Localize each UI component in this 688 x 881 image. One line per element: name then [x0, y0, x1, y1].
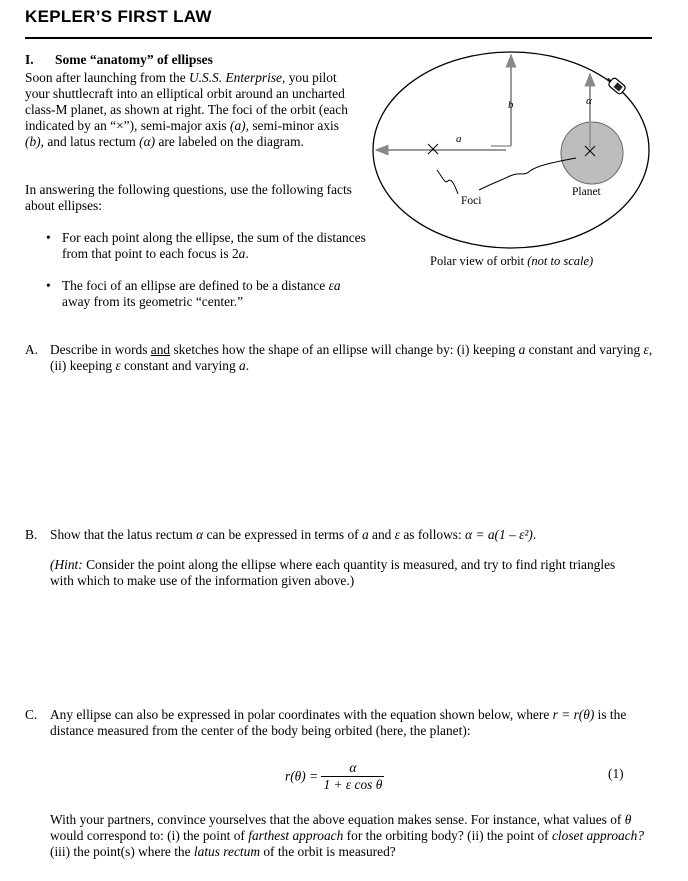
fact-1-end: . — [245, 246, 249, 261]
hint-label: (Hint: — [50, 557, 83, 572]
closing-text-1: With your partners, convince yourselves that the above equation makes sense. For instance, what values of — [50, 812, 625, 827]
question-c-letter: C. — [25, 707, 38, 722]
equation-denominator: 1 + ε cos θ — [323, 777, 383, 792]
title-rule — [25, 37, 652, 39]
question-c-text — [50, 707, 655, 739]
qa-var-2: ε — [643, 342, 649, 357]
fact-2-text: The foci of an ellipse are defined to be a distance — [62, 278, 329, 293]
fact-item — [46, 230, 366, 262]
question-a — [25, 342, 655, 374]
intro-var-b: (b), — [25, 134, 44, 149]
qb-text-5: . — [532, 527, 537, 542]
closing-farthest: farthest approach — [248, 828, 344, 843]
qc-text-1: Any ellipse can also be expressed in polar coordinates with the equation shown below, where — [50, 707, 553, 722]
closing-text-3: for the orbiting body? (ii) the point of — [343, 828, 552, 843]
caption-note: (not to scale) — [527, 254, 594, 268]
intro-paragraph — [25, 70, 355, 150]
intro-var-a: (a), — [230, 118, 249, 133]
qb-text-1: Show that the latus rectum — [50, 527, 197, 542]
question-b-letter: B. — [25, 527, 38, 542]
intro-text-2: you pilot your shuttlecraft into an elliptical orbit around an uncharted class-M planet, as shown at right. The foci of the orbit (each indicated by an “×”), semi-major axis — [25, 70, 348, 133]
facts-list — [46, 230, 366, 326]
hint-text: Consider the point along the ellipse where each quantity is measured, and try to find right triangles with which to make use of the information given above.) — [50, 557, 616, 588]
qc-var-1: r = r(θ) — [552, 707, 595, 722]
equation-numerator: α — [321, 760, 384, 777]
label-foci: Foci — [461, 195, 482, 207]
question-b-text — [50, 527, 655, 543]
intro-text-4: and latus rectum — [43, 134, 140, 149]
fact-1-var: a — [238, 246, 246, 261]
qb-var-3: ε — [394, 527, 400, 542]
latus-rectum-formula: α = a(1 – ε²) — [465, 527, 533, 542]
label-planet: Planet — [572, 186, 601, 198]
shuttlecraft-icon — [605, 74, 627, 95]
qa-var-4: a — [239, 358, 246, 373]
section-heading-text: Some “anatomy” of ellipses — [55, 52, 213, 67]
section-heading — [25, 52, 213, 68]
qa-text-2: sketches how the shape of an ellipse will change by: (i) keeping — [170, 342, 519, 357]
equation-fraction — [321, 760, 384, 793]
fact-item — [46, 278, 366, 310]
diagram-caption — [430, 253, 593, 269]
intro-text-5: are labeled on the diagram. — [155, 134, 304, 149]
closing-text-2: would correspond to: (i) the point of — [50, 828, 249, 843]
foci-pointer-left — [437, 170, 458, 194]
foci-pointer-right — [479, 158, 576, 190]
equation-lhs: r(θ) = — [285, 768, 319, 784]
closing-var-theta: θ — [624, 812, 632, 827]
fact-1-text: For each point along the ellipse, the sum of the distances from that point to each focus is 2 — [62, 230, 366, 261]
closing-closest: closet approach? — [551, 828, 645, 843]
closing-paragraph — [50, 812, 650, 860]
caption-main: Polar view of orbit — [430, 254, 528, 268]
orbit-diagram — [368, 40, 668, 270]
qc-text-2: is the distance measured from the center of the body being orbited (here, the planet): — [50, 707, 627, 738]
intro-text-3: semi-minor axis — [248, 118, 339, 133]
section-number: I. — [25, 52, 34, 67]
label-alpha: α — [586, 95, 592, 107]
qa-var-3: ε — [115, 358, 121, 373]
closing-text-5: of the orbit is measured? — [259, 844, 396, 859]
qa-text-4: , (ii) keeping — [50, 342, 653, 373]
question-b — [25, 527, 655, 543]
qb-text-2: can be expressed in terms of — [203, 527, 362, 542]
closing-latus-rectum: latus rectum — [193, 844, 260, 859]
equation-number: (1) — [608, 766, 624, 781]
qa-text-6: . — [245, 358, 250, 373]
qb-var-1: α — [196, 527, 204, 542]
qa-text-5: constant and varying — [120, 358, 239, 373]
question-b-hint — [50, 557, 640, 589]
intro-text-1: Soon after launching from the — [25, 70, 189, 85]
question-a-text — [50, 342, 655, 374]
intro-var-alpha: (α) — [139, 134, 156, 149]
facts-intro: In answering the following questions, use the following facts about ellipses: — [25, 182, 352, 213]
label-a: a — [456, 133, 462, 145]
question-a-letter: A. — [25, 342, 39, 357]
qb-text-3: and — [368, 527, 395, 542]
question-c — [25, 707, 655, 739]
intro-ship-name: U.S.S. Enterprise, — [189, 70, 286, 85]
fact-2-var: εa — [328, 278, 341, 293]
polar-equation — [285, 760, 384, 800]
qb-text-4: as follows: — [399, 527, 466, 542]
page-title: KEPLER’S FIRST LAW — [25, 7, 212, 26]
qa-var-1: a — [518, 342, 526, 357]
qb-var-2: a — [361, 527, 369, 542]
closing-text-4: (iii) the point(s) where the — [50, 844, 194, 859]
fact-2-end: away from its geometric “center.” — [62, 294, 244, 309]
label-b: b — [508, 99, 514, 111]
qa-text-3: constant and varying — [525, 342, 644, 357]
qa-underlined-and: and — [150, 342, 171, 357]
qa-text-1: Describe in words — [50, 342, 151, 357]
